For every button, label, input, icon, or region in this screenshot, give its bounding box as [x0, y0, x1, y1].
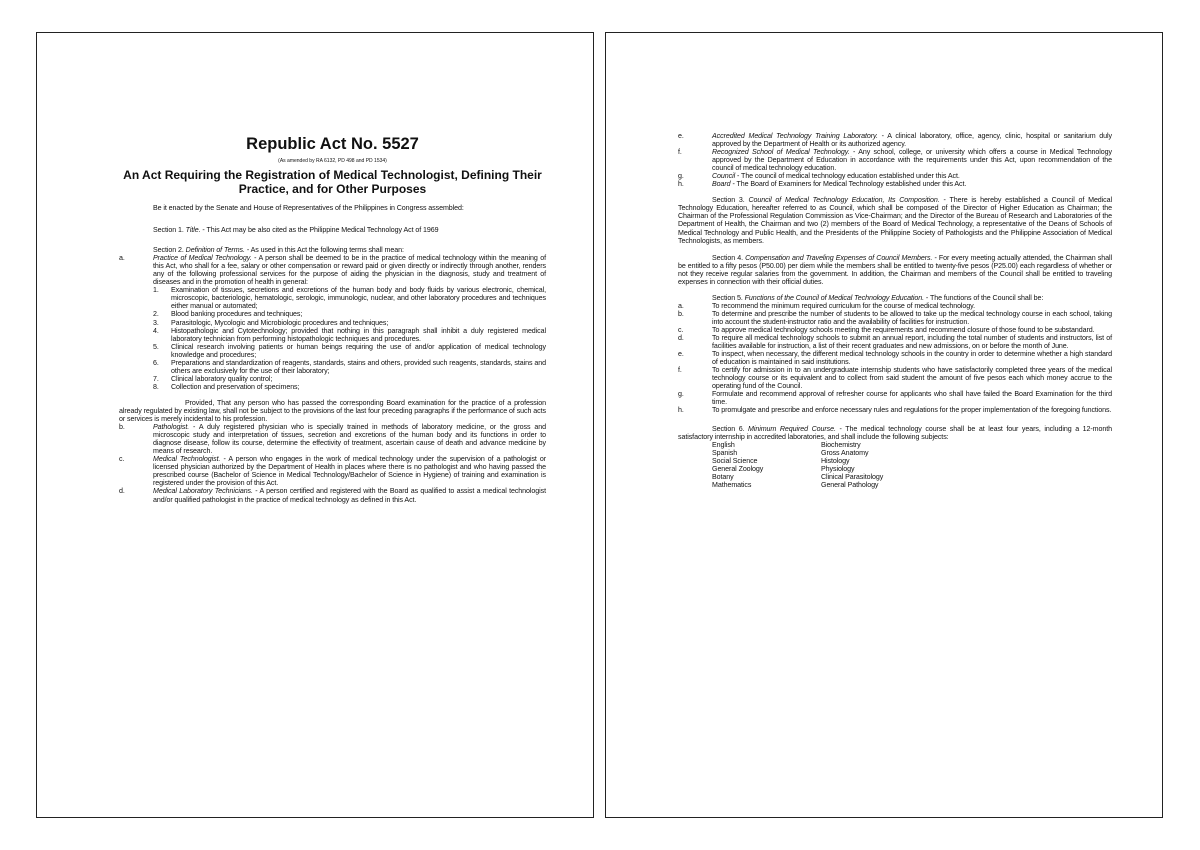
section-6: Section 6. Minimum Required Course. - The medical technology course shall be at least four years, including a 12-month satisfactory internship in accredited laboratories, and shall include the following subjects: — [678, 424, 1112, 441]
service-6: 6. Preparations and standardization of reagents, standards, stains and others, provided such reagents, standards, stains and others are exclusively for the use of their laboratory; — [153, 358, 546, 375]
definition-e: e. Accredited Medical Technology Training Laboratory. - A clinical laboratory, office, agency, clinic, hospital or sanitarium duly approved by the Department of Health or its authorized agency. — [678, 132, 1112, 149]
function-g: g. Formulate and recommend approval of refresher course for applicants who shall have failed the Board Examination for the third time. — [678, 390, 1112, 407]
service-2: 2. Blood banking procedures and techniques; — [153, 310, 303, 319]
page-2[interactable] — [605, 32, 1163, 818]
service-3: 3. Parasitologic, Mycologic and Microbiologic procedures and techniques; — [153, 318, 389, 327]
subject: Mathematics — [712, 480, 752, 489]
service-4: 4. Histopathologic and Cytotechnology; provided that nothing in this paragraph shall inhibit a duly registered medical laboratory technician from performing histopathologic techniques and procedures. — [153, 326, 546, 343]
act-title: Republic Act No. 5527 — [246, 135, 419, 153]
subject: Clinical Parasitology — [821, 472, 884, 481]
section-4: Section 4. Compensation and Traveling Expenses of Council Members. - For every meeting actually attended, the Chairman shall be entitled to a fifty pesos (P50.00) per diem while the members shall be entitled to twenty-five pesos (P25.00) each regardless of whether or not they receive regular salaries from the government. In addition, the Chairman and members of the Council shall be entitled to traveling expenses in connection with their official duties. — [678, 253, 1112, 286]
function-h: h. To promulgate and prescribe and enforce necessary rules and regulations for the proper implementation of the foregoing functions. — [678, 406, 1112, 415]
subject: General Zoology — [712, 464, 764, 473]
definition-f: f. Recognized School of Medical Technology. - Any school, college, or university which offers a course in Medical Technology approved by the Department of Education in accordance with the requirements under this Act, upon recommendation of the council of medical technology education. — [678, 148, 1112, 173]
definition-h: h. Board - The Board of Examiners for Medical Technology established under this Act. — [678, 180, 967, 189]
service-8: 8. Collection and preservation of specimens; — [153, 382, 300, 391]
page-1[interactable] — [36, 32, 594, 818]
definition-g: g. Council - The council of medical technology education established under this Act. — [678, 172, 960, 181]
page-2-content — [678, 132, 1112, 489]
function-d: d. To require all medical technology schools to submit an annual report, including the total number of students and instructors, list of facilities available for instruction, a list of their recent graduates and new admissions, on or before the month of June. — [678, 334, 1112, 351]
subject: Gross Anatomy — [821, 448, 869, 457]
definition-a: a. Practice of Medical Technology. - A person shall be deemed to be in the practice of medical technology within the meaning of this Act, who shall for a fee, salary or other compensation or reward paid or given directly or indirectly through another, renders any of the following professional services for the purpose of aiding the physician in the diagnosis, study and treatment of diseases and in the promotion of health in general: — [119, 254, 546, 287]
subject: Botany — [712, 472, 734, 481]
subjects-list — [678, 441, 1112, 489]
definition-d: d. Medical Laboratory Technicians. - A person certified and registered with the Board as qualified to assist a medical technologist and/or qualified pathologist in the practice of medical technology as defined in this Act. — [119, 487, 546, 504]
page-1-content — [119, 135, 546, 504]
service-7: 7. Clinical laboratory quality control; — [153, 374, 273, 383]
enacting-clause: Be it enacted by the Senate and House of Representatives of the Philippines in Congress assembled: — [153, 204, 464, 212]
section-2: Section 2. Definition of Terms. - As used in this Act the following terms shall mean: — [153, 246, 404, 255]
section-1: Section 1. Title. - This Act may be also cited as the Philippine Medical Technology Act of 1969 — [153, 226, 439, 235]
amendment-note: (As amended by RA 6132, PD 498 and PD 1534) — [278, 158, 387, 164]
section-5: Section 5. Functions of the Council of Medical Technology Education. - The functions of the Council shall be: — [712, 293, 1044, 302]
function-a: a. To recommend the minimum required curriculum for the course of medical technology. — [678, 301, 975, 310]
function-f: f. To certify for admission in to an undergraduate internship students who have satisfactorily completed three years of the medical technology course or its equivalent and to collect from said student the amount of five pesos each which money accrue to the operating fund of the Council. — [678, 366, 1112, 391]
subject: Histology — [821, 456, 850, 465]
function-b: b. To determine and prescribe the number of students to be allowed to take up the medical technology course in each school, taking into account the student-instructor ratio and the availability of facilities for instruction. — [678, 309, 1112, 326]
subject: Physiology — [821, 464, 855, 473]
subject: Social Science — [712, 456, 758, 465]
definition-b: b. Pathologist. - A duly registered physician who is specially trained in methods of laboratory medicine, or the gross and microscopic study and interpretation of tissues, secretion and excretions of the human body and its functions in order to diagnose disease, follow its course, determine the effectivity of treatment, ascertain cause of death and advance medicine by means of research. — [119, 423, 546, 456]
subject: English — [712, 440, 735, 449]
function-c: c. To approve medical technology schools meeting the requirements and recommend closure of those found to be substandard. — [678, 325, 1095, 334]
subject: Spanish — [712, 448, 738, 457]
section-3: Section 3. Council of Medical Technology Education, Its Composition. - There is hereby established a Council of Medical Technology Education, hereafter referred to as Council, which shall be composed of the Director of Higher Education as Chairman; the Chairman of the Professional Regulation Commission as Vice-Chairman; and the Director of the Bureau of Research and Laboratories of the Department of Health, the Chairman and two (2) members of the Board of Medical Technology, a representative of the Deans of Schools of Medical Technology and Public Health, and the Presidents of the Philippine Society of Pathologists and the Philippine Association of Medical Technologists, as members. — [678, 196, 1112, 245]
act-subtitle: An Act Requiring the Registration of Medical Technologist, Defining Their Practice, and for Other Purposes — [123, 168, 542, 196]
subject: General Pathology — [821, 480, 879, 489]
function-e: e. To inspect, when necessary, the different medical technology schools in the country in order to determine whether a high standard of education is maintained in said institutions. — [678, 350, 1112, 367]
proviso: Provided, That any person who has passed the corresponding Board examination for the practice of a profession already regulated by existing law, shall not be subject to the provisions of the last four preceding paragraphs if the performance of such acts or services is merely incidental to his profession. — [119, 398, 546, 424]
service-5: 5. Clinical research involving patients or human beings requiring the use of and/or application of medical technology knowledge and procedures; — [153, 342, 546, 359]
service-1: 1. Examination of tissues, secretions and excretions of the human body and body fluids by various electronic, chemical, microscopic, bacteriologic, hematologic, serologic, immunologic, nuclear, and other laboratory procedures and techniques either manual or automated; — [153, 286, 546, 311]
definition-c: c. Medical Technologist. - A person who engages in the work of medical technology under the supervision of a pathologist or licensed physician authorized by the Department of Health in places where there is no pathologist and who having passed the prescribed course (Bachelor of Science in Medical Technology/Bachelor of Science in Hygiene) of training and examination is registered under the provision of this Act. — [119, 455, 546, 488]
subject: Biochemistry — [821, 440, 861, 449]
